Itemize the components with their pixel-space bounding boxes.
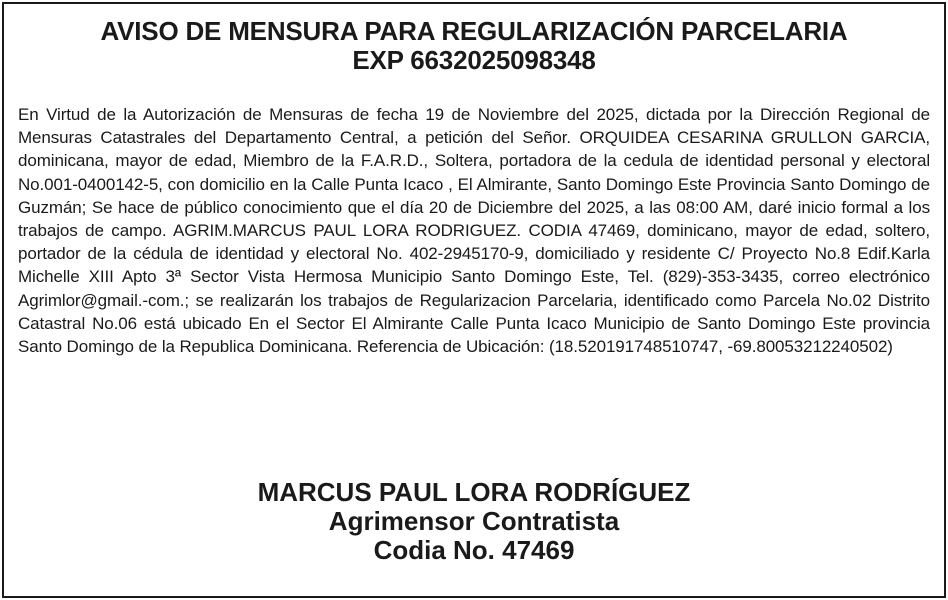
notice-box — [2, 2, 946, 598]
signer-role: Agrimensor Contratista — [328, 506, 620, 536]
notice-body: En Virtud de la Autorización de Mensuras de fecha 19 de Noviembre del 2025, dictada por la Dirección Regional de Mensuras Catastrales del Departamento Central, a petición del Señor. ORQUIDEA CESARINA GRULLON GARCIA, dominicana, mayor de edad, Miembro de la F.A.R.D., Soltera, portadora de la cedula de identidad personal y electoral No.001-0400142-5, con domicilio en la Calle Punta Icaco , El Almirante, Santo Domingo Este Provincia Santo Domingo de Guzmán; Se hace de público conocimiento que el día 20 de Diciembre del 2025, a las 08:00 AM, daré inicio formal a los trabajos de campo. AGRIM.MARCUS PAUL LORA RODRIGUEZ. CODIA 47469, dominicano, mayor de edad, soltero, portador de la cédula de identidad y electoral No. 402-2945170-9, domiciliado y residente C/ Proyecto No.8 Edif.Karla Michelle XIII Apto 3ª Sector Vista Hermosa Municipio Santo Domingo Este, Tel. (829)-353-3435, correo electrónico Agrimlor@gmail.-com.; se realizarán los trabajos de Regularizacion Parcelaria, identificado como Parcela No.02 Distrito Catastral No.06 está ubicado En el Sector El Almirante Calle Punta Icaco Municipio de Santo Domingo Este provincia Santo Domingo de la Republica Dominicana. Referencia de Ubicación: (18.520191748510747, -69.80053212240502) — [18, 105, 930, 357]
notice-title — [4, 17, 944, 75]
signer-codia: Codia No. 47469 — [373, 535, 575, 565]
expedient-number: EXP 6632025098348 — [352, 45, 596, 75]
notice-title-line1: AVISO DE MENSURA PARA REGULARIZACIÓN PARCELARIA — [100, 16, 848, 46]
signer-name: MARCUS PAUL LORA RODRÍGUEZ — [257, 477, 691, 507]
signature-block — [4, 478, 944, 565]
